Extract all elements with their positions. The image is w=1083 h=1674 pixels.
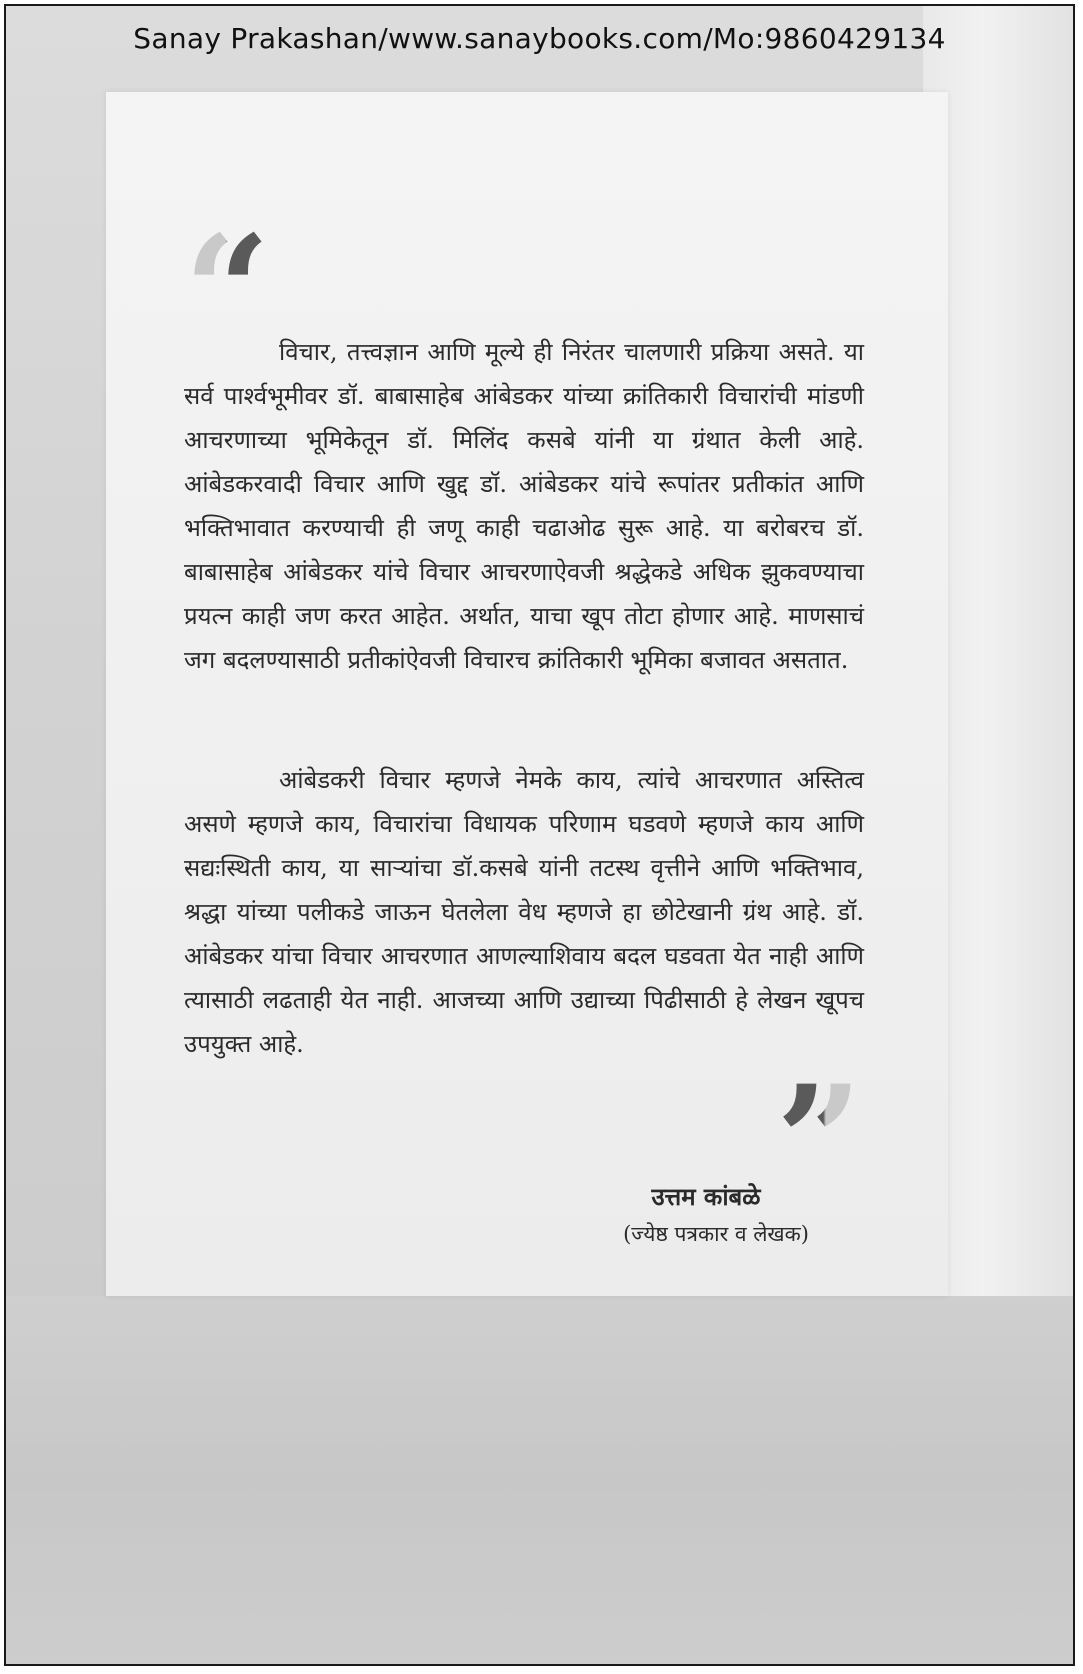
- quote-paragraph-2: आंबेडकरी विचार म्हणजे नेमके काय, त्यांचे आचरणात अस्तित्व असणे म्हणजे काय, विचारांचा विधायक परिणाम घडवणे म्हणजे काय आणि सद्यःस्थिती काय, या साऱ्यांचा डॉ.कसबे यांनी तटस्थ वृत्तीने आणि भक्तिभाव, श्रद्धा यांच्या पलीकडे जाऊन घेतलेला वेध म्हणजे हा छोटेखानी ग्रंथ आहे. डॉ. आंबेडकर यांचा विचार आचरणात आणल्याशिवाय बदल घडवता येत नाही आणि त्यासाठी लढताही येत नाही. आजच्या आणि उद्याच्या पिढीसाठी हे लेखन खूपच उपयुक्त आहे.: [184, 766, 864, 1058]
- open-quote-icon: “: [184, 203, 271, 379]
- scan-frame: [4, 4, 1075, 1666]
- quote-paragraph-1: विचार, तत्त्वज्ञान आणि मूल्ये ही निरंतर चालणारी प्रक्रिया असते. या सर्व पार्श्वभूमीवर डॉ. बाबासाहेब आंबेडकर यांच्या क्रांतिकारी विचारांची मांडणी आचरणाच्या भूमिकेतून डॉ. मिलिंद कसबे यांनी या ग्रंथात केली आहे. आंबेडकरवादी विचार आणि खुद्द डॉ. आंबेडकर यांचे रूपांतर प्रतीकांत आणि भक्तिभावात करण्याची ही जणू काही चढाओढ सुरू आहे. या बरोबरच डॉ. बाबासाहेब आंबेडकर यांचे विचार आचरणाऐवजी श्रद्धेकडे अधिक झुकवण्याचा प्रयत्न काही जण करत आहेत. अर्थात, याचा खूप तोटा होणार आहे. माणसाचं जग बदलण्यासाठी प्रतीकांऐवजी विचारच क्रांतिकारी भूमिका बजावत असतात.: [184, 338, 864, 674]
- author-name: उत्तम कांबळे: [651, 1182, 761, 1211]
- author-role: (ज्येष्ठ पत्रकार व लेखक): [623, 1222, 809, 1246]
- bottom-shade: [6, 1296, 1073, 1664]
- close-quote-icon: ”: [776, 1053, 863, 1229]
- publisher-header: Sanay Prakashan/www.sanaybooks.com/Mo:9860429134: [133, 22, 946, 55]
